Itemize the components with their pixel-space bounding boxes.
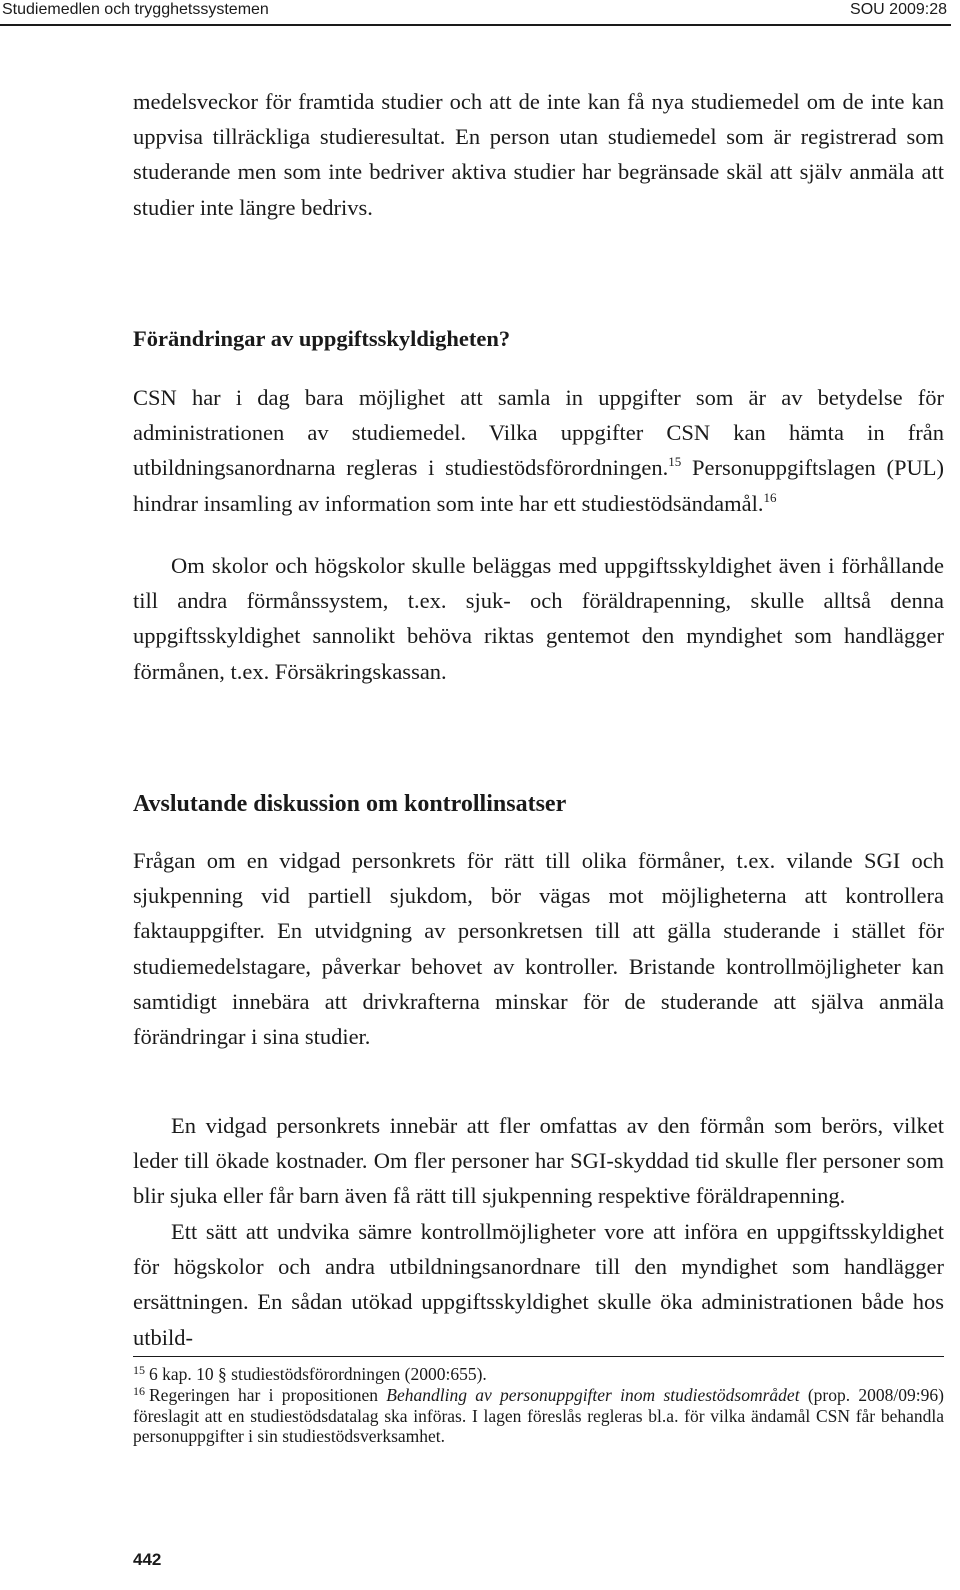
- footnote-separator: [133, 1356, 944, 1357]
- footnote-16-number: 16: [133, 1384, 145, 1398]
- paragraph-6: Ett sätt att undvika sämre kontrollmöjligheter vore att införa en uppgiftsskyldighet för högskolor och andra utbildningsanordnare till den myndighet som handlägger ersättningen. En sådan utökad uppgiftsskyldighet skulle öka administrationen både hos utbild-: [133, 1219, 944, 1350]
- subheading-uppgiftsskyldighet: Förändringar av uppgiftsskyldigheten?: [133, 326, 511, 351]
- footnote-15: [133, 1364, 944, 1385]
- footnote-ref-15[interactable]: 15: [668, 454, 682, 470]
- footnote-16-title: Behandling av personuppgifter inom studiestödsområdet: [386, 1385, 800, 1405]
- footnote-15-text: 6 kap. 10 § studiestödsförordningen (2000:655).: [149, 1364, 487, 1384]
- header-document-id: SOU 2009:28: [850, 1, 947, 18]
- header-rule: [0, 24, 951, 26]
- section-heading-kontrollinsatser: Avslutande diskussion om kontrollinsatser: [133, 791, 567, 817]
- header-chapter-title: Studiemedlen och trygghetssystemen: [2, 1, 269, 18]
- running-header: [0, 0, 960, 26]
- paragraph-4: Frågan om en vidgad personkrets för rätt till olika förmåner, t.ex. vilande SGI och sjukpenning vid partiell sjukdom, bör vägas mot möjligheterna att kontrollera faktauppgifter. En utvidgning av personkretsen till att gälla studerande i stället för studiemedelstagare, påverkar behovet av kontroller. Bristande kontrollmöjligheter kan samtidigt innebära att drivkrafterna minskar för de studerande att själva anmäla förändringar i sina studier.: [133, 848, 944, 1050]
- paragraph-1: medelsveckor för framtida studier och att de inte kan få nya studiemedel om de inte kan uppvisa tillräckliga studieresultat. En person utan studiemedel som är registrerad som studerande men som inte bedriver aktiva studier har begränsade skäl att själv anmäla att studier inte längre bedrivs.: [133, 89, 944, 220]
- footnote-16: [133, 1385, 944, 1447]
- paragraph-2-text-b: Personuppgiftslagen (PUL) hindrar insamling av information som inte har ett studiestödsändamål.: [133, 455, 945, 516]
- paragraph-5: En vidgad personkrets innebär att fler omfattas av den förmån som berörs, vilket leder till ökade kostnader. Om fler personer har SGI-skyddad tid skulle fler personer som blir sjuka eller får barn även få rätt till sjukpenning respektive föräldrapenning.: [133, 1113, 944, 1209]
- page-number: 442: [133, 1550, 162, 1569]
- paragraph-2-text-a: CSN har i dag bara möjlighet att samla in uppgifter som är av betydelse för administrationen av studiemedel. Vilka uppgifter CSN kan hämta in från utbildningsanordnarna regleras i studiestödsförordningen.: [133, 385, 944, 481]
- paragraph-3: Om skolor och högskolor skulle beläggas med uppgiftsskyldighet även i förhållande till andra förmånssystem, t.ex. sjuk- och föräldrapenning, skulle alltså denna uppgiftsskyldighet sannolikt behöva riktas gentemot den myndighet som handlägger förmånen, t.ex. Försäkringskassan.: [133, 553, 944, 684]
- footnote-16-text-b: (prop. 2008/09:96) föreslagit att en studiestödsdatalag ska införas. I lagen föreslås regleras bl.a. för vilka ändamål CSN får behandla personuppgifter i sin studiestödsverksamhet.: [133, 1385, 944, 1446]
- footnote-16-text-a: Regeringen har i propositionen: [149, 1385, 387, 1405]
- footnote-ref-16[interactable]: 16: [763, 489, 777, 505]
- paragraph-2: [133, 380, 944, 521]
- footnote-15-number: 15: [133, 1363, 145, 1377]
